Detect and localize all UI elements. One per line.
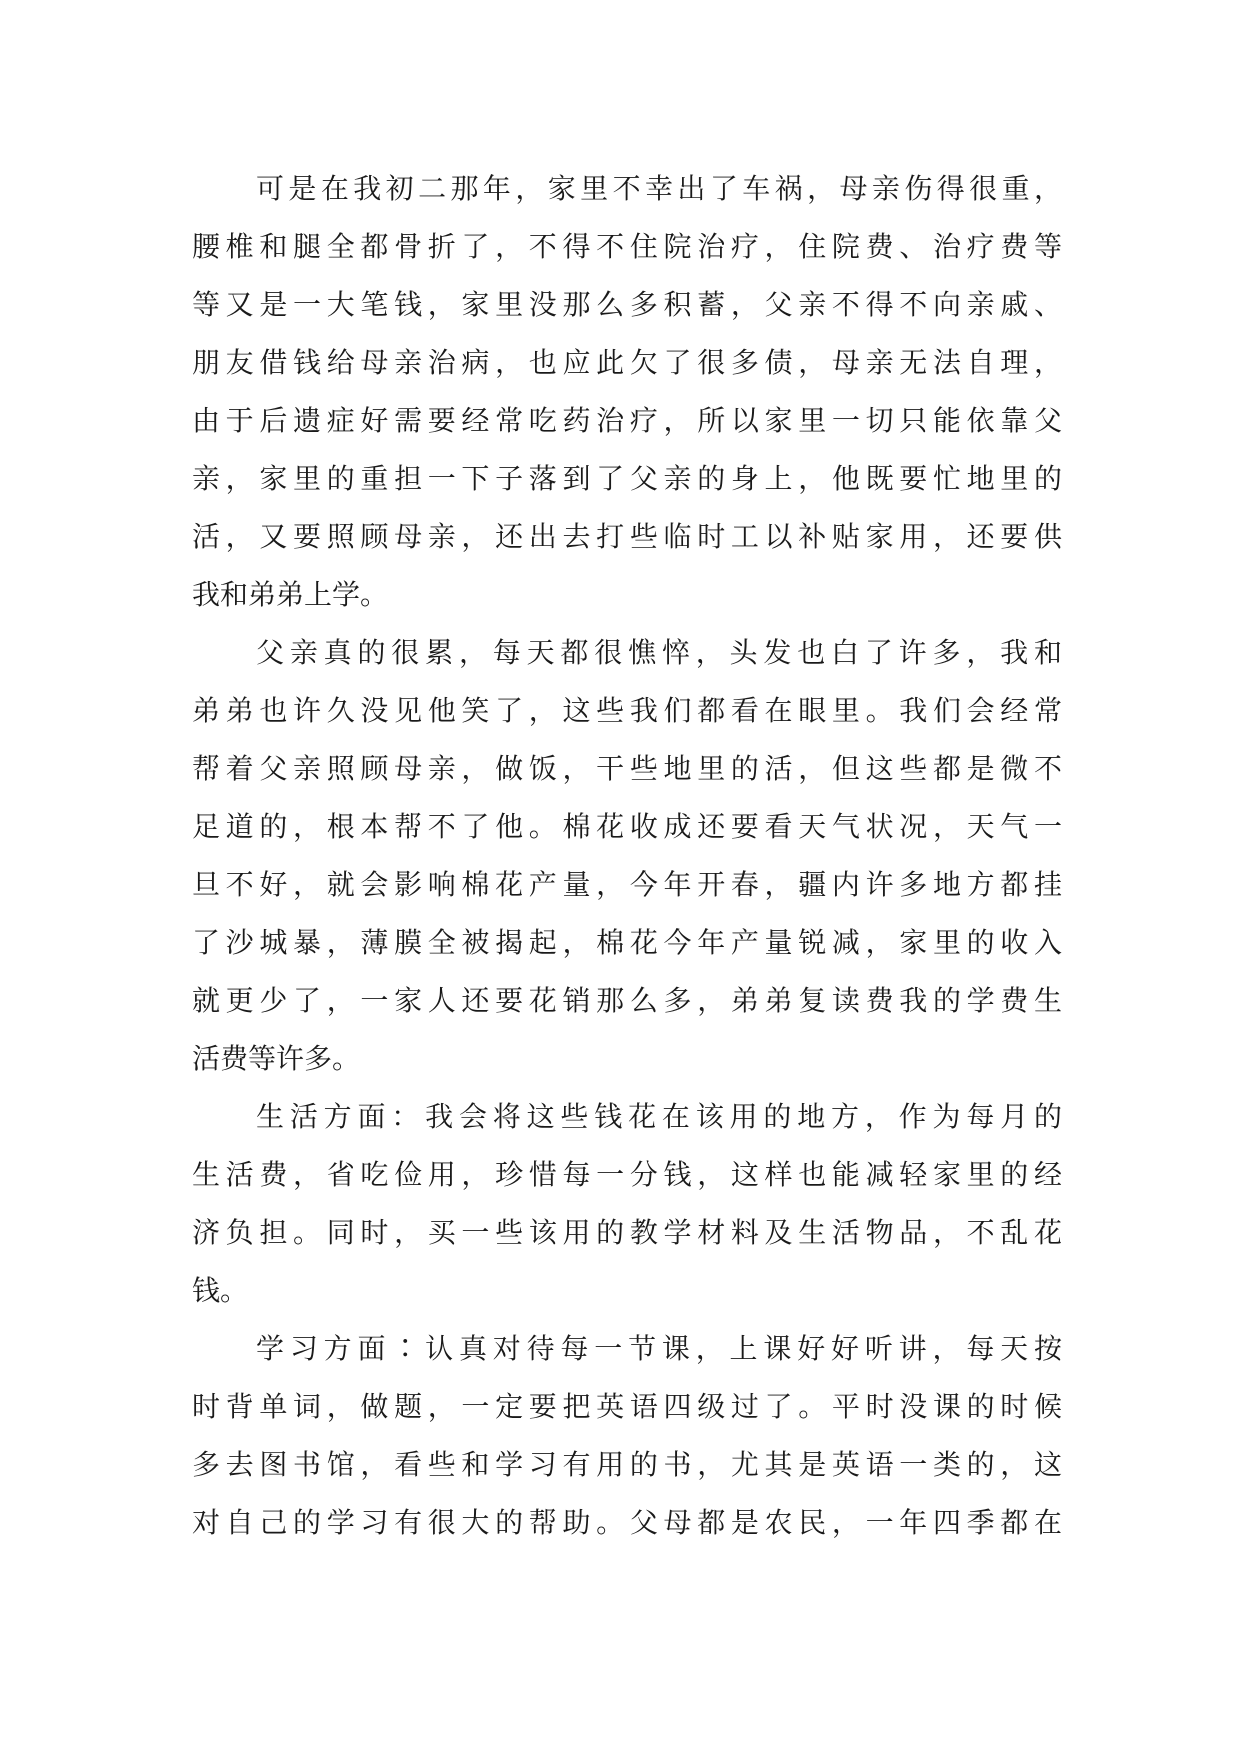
text-line: 朋友借钱给母亲治病，也应此欠了很多债，母亲无法自理， bbox=[192, 346, 1062, 379]
paragraph-living bbox=[192, 1088, 1062, 1320]
text-line: 我和弟弟上学。 bbox=[192, 578, 389, 611]
paragraph-father bbox=[192, 624, 1062, 1088]
text-line: 钱。 bbox=[192, 1274, 249, 1307]
text-line: 足道的，根本帮不了他。棉花收成还要看天气状况，天气一 bbox=[192, 810, 1062, 843]
text-line: 弟弟也许久没见他笑了，这些我们都看在眼里。我们会经常 bbox=[192, 694, 1062, 727]
paragraph-accident bbox=[192, 160, 1062, 624]
paragraph-study bbox=[192, 1320, 1062, 1552]
text-line: 就更少了，一家人还要花销那么多，弟弟复读费我的学费生 bbox=[192, 984, 1062, 1017]
text-line: 父亲真的很累，每天都很憔悴，头发也白了许多，我和 bbox=[256, 636, 1062, 669]
text-line: 生活方面：我会将这些钱花在该用的地方，作为每月的 bbox=[256, 1100, 1062, 1133]
text-line: 活，又要照顾母亲，还出去打些临时工以补贴家用，还要供 bbox=[192, 520, 1062, 553]
text-line: 腰椎和腿全都骨折了，不得不住院治疗，住院费、治疗费等 bbox=[192, 230, 1062, 263]
text-line: 学习方面∶认真对待每一节课，上课好好听讲，每天按 bbox=[256, 1332, 1062, 1365]
text-line: 多去图书馆，看些和学习有用的书，尤其是英语一类的，这 bbox=[192, 1448, 1062, 1481]
text-line: 可是在我初二那年，家里不幸出了车祸，母亲伤得很重， bbox=[256, 172, 1062, 205]
text-line: 等又是一大笔钱，家里没那么多积蓄，父亲不得不向亲戚、 bbox=[192, 288, 1062, 321]
text-line: 亲，家里的重担一下子落到了父亲的身上，他既要忙地里的 bbox=[192, 462, 1062, 495]
text-line: 生活费，省吃俭用，珍惜每一分钱，这样也能减轻家里的经 bbox=[192, 1158, 1062, 1191]
text-line: 帮着父亲照顾母亲，做饭，干些地里的活，但这些都是微不 bbox=[192, 752, 1062, 785]
text-line: 由于后遗症好需要经常吃药治疗，所以家里一切只能依靠父 bbox=[192, 404, 1062, 437]
text-line: 活费等许多。 bbox=[192, 1042, 361, 1075]
text-line: 对自己的学习有很大的帮助。父母都是农民，一年四季都在 bbox=[192, 1506, 1062, 1539]
document-body bbox=[192, 160, 1062, 1552]
text-line: 济负担。同时，买一些该用的教学材料及生活物品，不乱花 bbox=[192, 1216, 1062, 1249]
text-line: 旦不好，就会影响棉花产量，今年开春，疆内许多地方都挂 bbox=[192, 868, 1062, 901]
text-line: 了沙城暴，薄膜全被揭起，棉花今年产量锐减，家里的收入 bbox=[192, 926, 1062, 959]
text-line: 时背单词，做题，一定要把英语四级过了。平时没课的时候 bbox=[192, 1390, 1062, 1423]
